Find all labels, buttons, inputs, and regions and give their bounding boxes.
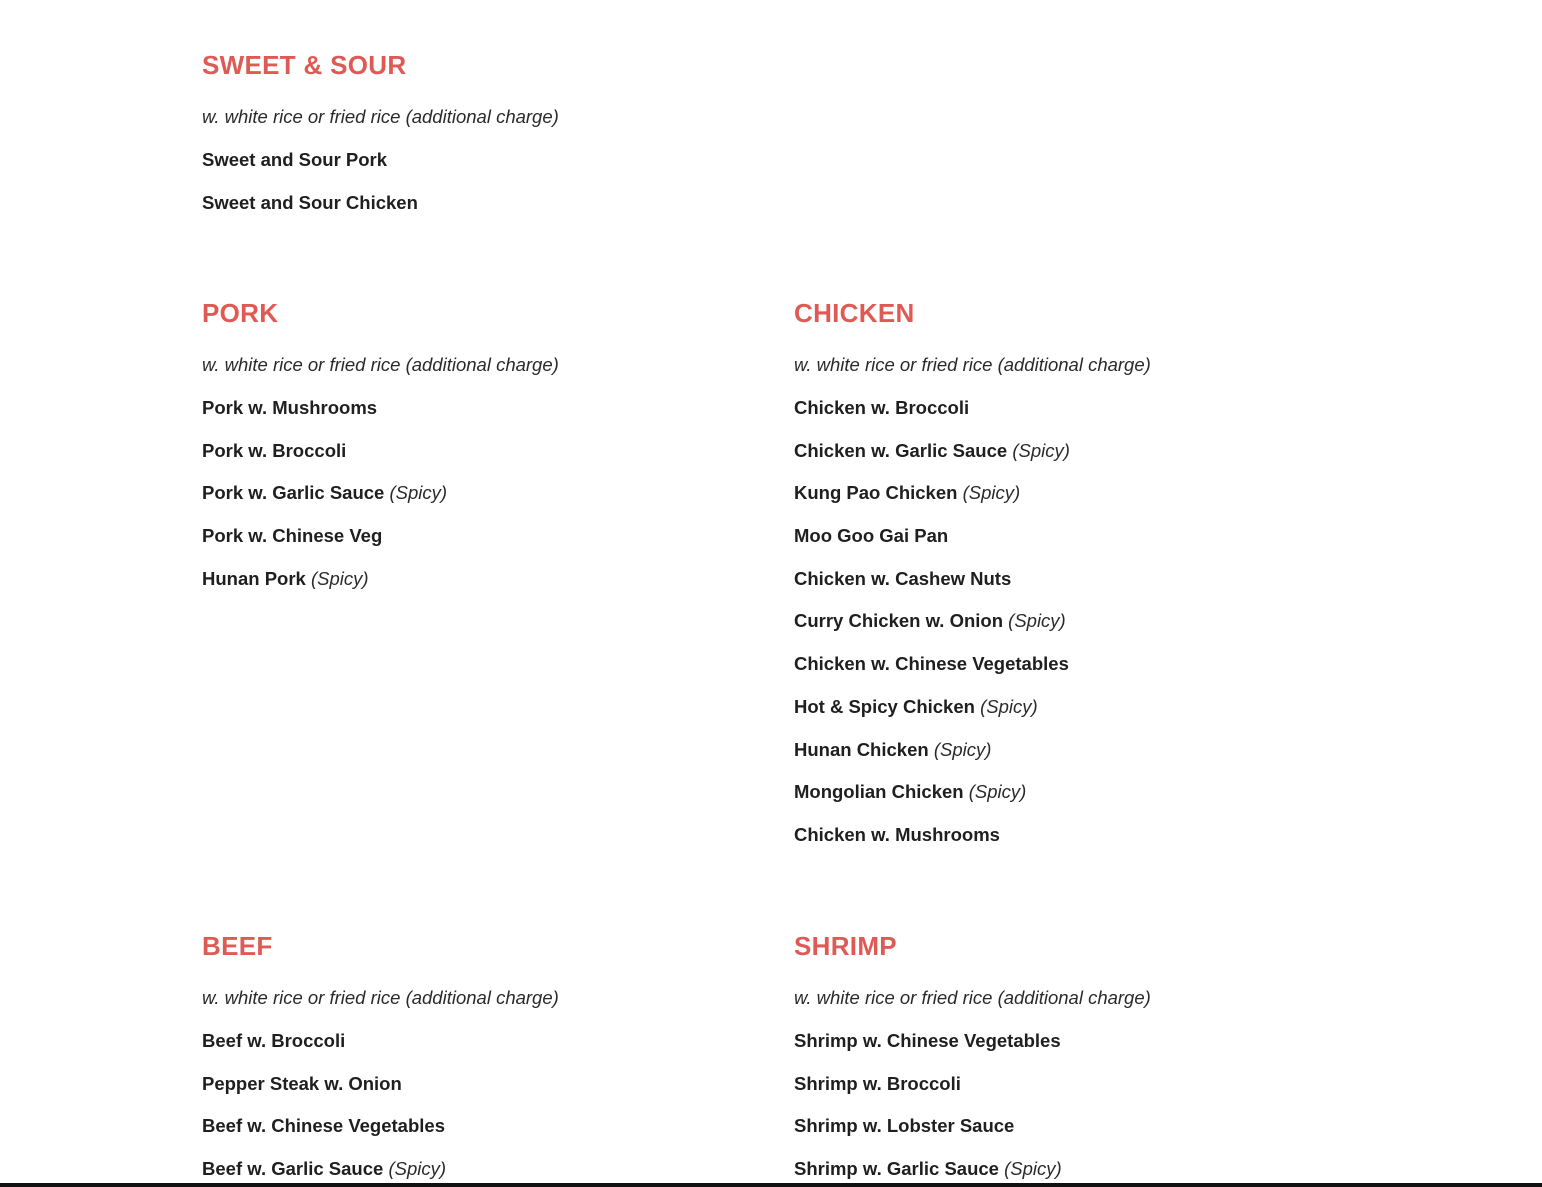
spicy-tag: (Spicy) (1008, 610, 1066, 632)
spicy-tag: (Spicy) (1004, 1158, 1062, 1180)
menu-item (202, 482, 762, 504)
menu-item-list (202, 1030, 762, 1180)
menu-item (794, 781, 1354, 803)
section-note: w. white rice or fried rice (additional charge) (202, 987, 559, 1008)
section-title: BEEF (202, 931, 273, 961)
menu-item-name: Chicken w. Garlic Sauce (794, 439, 1008, 461)
menu-item (794, 824, 1354, 846)
section-note: w. white rice or fried rice (additional charge) (794, 987, 1151, 1008)
menu-section-sweet-sour (202, 50, 762, 234)
menu-item (794, 1030, 1354, 1052)
section-note: w. white rice or fried rice (additional charge) (794, 354, 1151, 375)
menu-item (794, 397, 1354, 419)
menu-item-name: Shrimp w. Garlic Sauce (794, 1158, 999, 1180)
section-note: w. white rice or fried rice (additional charge) (202, 354, 559, 375)
menu-item-name: Beef w. Chinese Vegetables (202, 1115, 445, 1137)
menu-item-name: Chicken w. Chinese Vegetables (794, 653, 1069, 675)
menu-item (202, 440, 762, 462)
menu-item (202, 525, 762, 547)
menu-item-name: Sweet and Sour Chicken (202, 191, 418, 213)
spicy-tag: (Spicy) (933, 738, 992, 760)
menu-item-list (794, 397, 1354, 846)
menu-item (794, 525, 1354, 547)
menu-section-pork (202, 298, 762, 610)
spicy-tag: (Spicy) (968, 781, 1027, 803)
menu-item-name: Curry Chicken w. Onion (794, 610, 1004, 632)
menu-item-name: Chicken w. Broccoli (794, 397, 970, 418)
menu-item (202, 1030, 762, 1052)
menu-item (794, 1115, 1354, 1137)
menu-item-name: Pepper Steak w. Onion (202, 1072, 402, 1094)
menu-item (202, 397, 762, 419)
menu-item-list (202, 397, 762, 590)
spicy-tag: (Spicy) (962, 482, 1021, 504)
menu-item-name: Sweet and Sour Pork (202, 149, 388, 170)
menu-item-name: Mongolian Chicken (794, 781, 964, 803)
menu-item-name: Shrimp w. Lobster Sauce (794, 1115, 1015, 1137)
menu-item-name: Kung Pao Chicken (794, 482, 958, 504)
menu-item-name: Pork w. Mushrooms (202, 397, 378, 418)
menu-item-list (202, 149, 762, 214)
menu-item (202, 192, 762, 214)
spicy-tag: (Spicy) (388, 1158, 447, 1180)
section-title: CHICKEN (794, 298, 915, 328)
menu-item (794, 739, 1354, 761)
menu-item (794, 1073, 1354, 1095)
spicy-tag: (Spicy) (310, 567, 369, 589)
menu-item-name: Pork w. Garlic Sauce (202, 482, 385, 504)
spicy-tag: (Spicy) (389, 482, 448, 504)
spicy-tag: (Spicy) (1012, 439, 1070, 461)
menu-item (202, 1158, 762, 1180)
menu-item-name: Chicken w. Cashew Nuts (794, 567, 1012, 589)
menu-item (794, 653, 1354, 675)
menu-item-name: Chicken w. Mushrooms (794, 823, 1000, 845)
menu-item (202, 149, 762, 171)
menu-item (794, 440, 1354, 462)
menu-item-list (794, 1030, 1354, 1180)
menu-item-name: Shrimp w. Chinese Vegetables (794, 1030, 1061, 1051)
menu-item-name: Hunan Chicken (794, 738, 929, 760)
menu-item-name: Shrimp w. Broccoli (794, 1072, 961, 1094)
menu-section-beef (202, 931, 762, 1187)
menu-item (794, 568, 1354, 590)
section-title: SHRIMP (794, 931, 897, 961)
section-title: PORK (202, 298, 279, 328)
menu-item-name: Hunan Pork (202, 567, 306, 589)
menu-item-name: Hot & Spicy Chicken (794, 695, 975, 717)
menu-item (794, 482, 1354, 504)
menu-item (202, 568, 762, 590)
menu-item (794, 1158, 1354, 1180)
menu-item-name: Pork w. Broccoli (202, 439, 347, 461)
menu-item (794, 610, 1354, 632)
menu-item-name: Beef w. Garlic Sauce (202, 1158, 384, 1180)
menu-section-chicken (794, 298, 1354, 867)
section-note: w. white rice or fried rice (additional charge) (202, 106, 559, 127)
menu-section-shrimp (794, 931, 1354, 1187)
menu-item-name: Beef w. Broccoli (202, 1030, 346, 1051)
menu-item-name: Moo Goo Gai Pan (794, 525, 949, 547)
menu-item (202, 1115, 762, 1137)
menu-item (794, 696, 1354, 718)
bottom-divider (0, 1183, 1542, 1187)
spicy-tag: (Spicy) (980, 695, 1038, 717)
section-title: SWEET & SOUR (202, 50, 407, 80)
menu-item-name: Pork w. Chinese Veg (202, 525, 383, 547)
menu-item (202, 1073, 762, 1095)
